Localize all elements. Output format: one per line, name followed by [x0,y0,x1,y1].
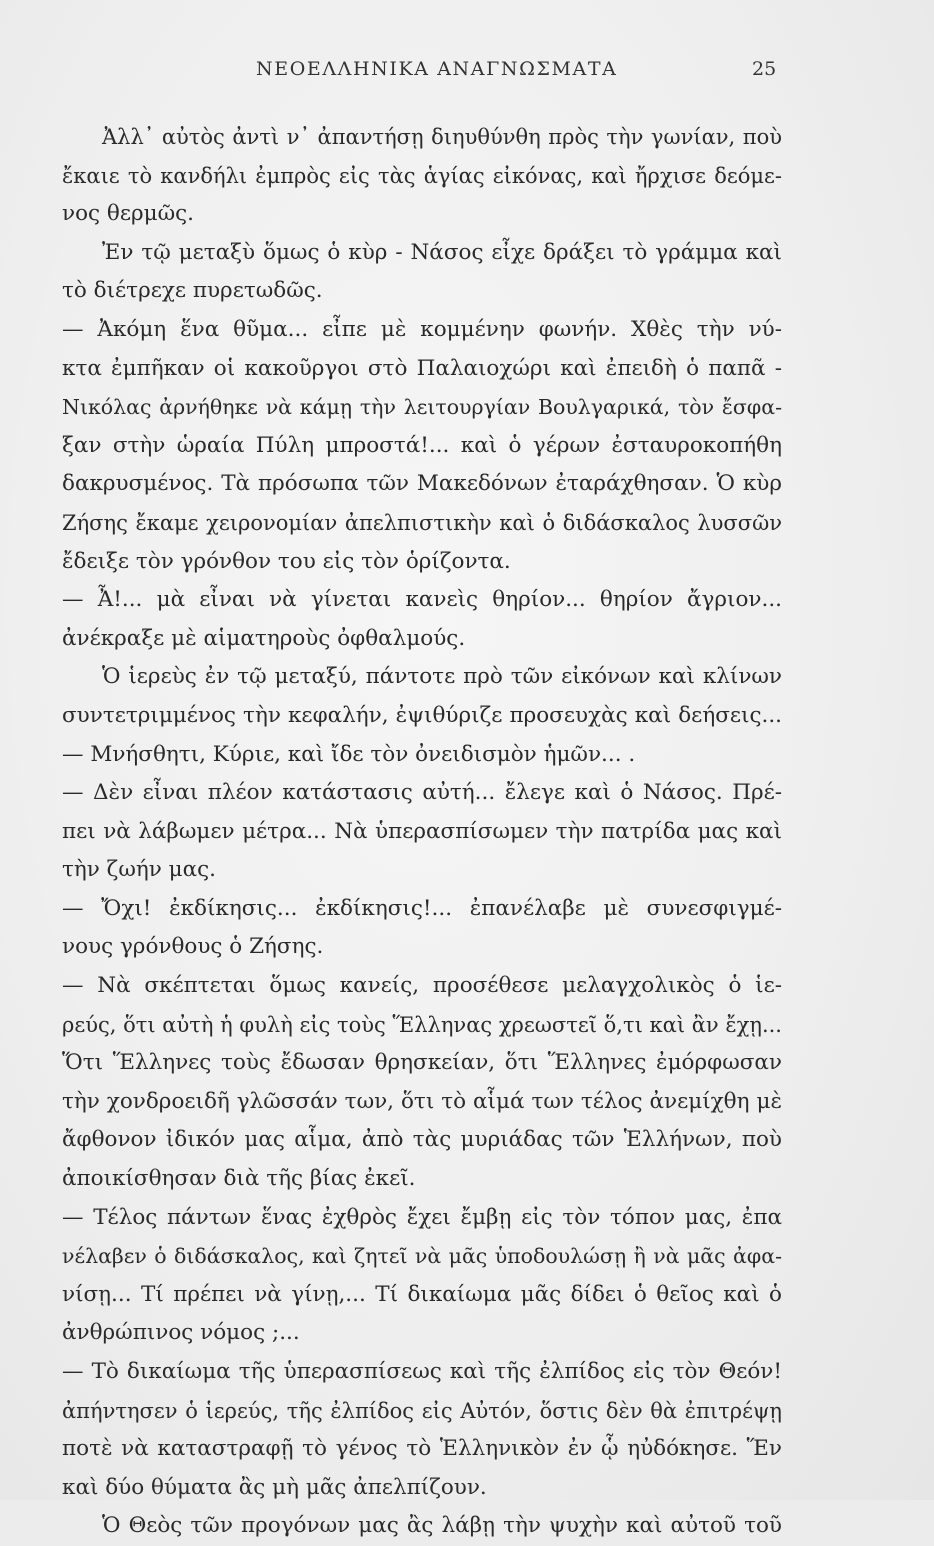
text-line: ἄφθονον ἰδικόν μας αἷμα, ἀπὸ τὰς μυριάδας τῶν Ἑλλήνων, ποὺ [62,1127,782,1153]
text-line: ἀπήντησεν ὁ ἱερεύς, τῆς ἐλπίδος εἰς Αὐτόν, ὅστις δὲν θὰ ἐπιτρέψῃ [62,1398,782,1423]
text-line: ρεύς, ὅτι αὐτὴ ἡ φυλὴ εἰς τοὺς Ἕλληνας χρεωστεῖ ὅ,τι καὶ ἂν ἔχῃ... [62,1012,782,1037]
text-line: νους γρόνθους ὁ Ζήσης. [62,934,324,960]
text-line: ἀνθρώπινος νόμος ;... [62,1320,300,1346]
text-line: κτα ἐμπῆκαν οἱ κακοῦργοι στὸ Παλαιοχώρι καὶ ἐπειδὴ ὁ παπᾶ - [62,355,782,381]
text-line: ξαν στὴν ὡραία Πύλη μπροστά!... καὶ ὁ γέρων ἐσταυροκοπήθη [62,432,782,458]
text-line: ἀποικίσθησαν διὰ τῆς βίας ἐκεῖ. [62,1166,416,1192]
text-line: Ἀλλ᾽ αὐτὸς ἀντὶ ν᾽ ἀπαντήσῃ διηυθύνθη πρὸς τὴν γωνίαν, ποὺ [102,125,782,149]
body-text [62,118,782,1546]
text-line: τὴν χονδροειδῆ γλῶσσάν των, ὅτι τὸ αἷμά των τέλος ἀνεμίχθη μὲ [62,1088,782,1114]
text-line: δακρυσμένος. Τὰ πρόσωπα τῶν Μακεδόνων ἐταράχθησαν. Ὁ κὺρ [62,471,782,497]
text-line: καὶ δύο θύματα ἂς μὴ μᾶς ἀπελπίζουν. [62,1474,487,1500]
text-line: — Νὰ σκέπτεται ὅμως κανείς, προσέθεσε μελαγχολικὸς ὁ ἱε- [62,973,782,999]
text-line: — Μνήσθητι, Κύριε, καὶ ἴδε τὸν ὀνειδισμὸν ἡμῶν... . [62,741,636,767]
text-line: πει νὰ λάβωμεν μέτρα... Νὰ ὑπερασπίσωμεν τὴν πατρίδα μας καὶ [62,818,782,844]
page-number: 25 [752,58,777,80]
text-line: Ἐν τῷ μεταξὺ ὅμως ὁ κὺρ - Νάσος εἶχε δράξει τὸ γράμμα καὶ [102,239,782,265]
text-line: ἀνέκραξε μὲ αἱματηροὺς ὀφθαλμούς. [62,625,466,651]
text-line: Ζήσης ἔκαμε χειρονομίαν ἀπελπιστικὴν καὶ ὁ διδάσκαλος λυσσῶν [62,510,782,535]
text-line: νίσῃ... Τί πρέπει νὰ γίνῃ,... Τί δικαίωμα μᾶς δίδει ὁ θεῖος καὶ ὁ [62,1281,782,1307]
text-line: Ὁ Θεὸς τῶν προγόνων μας ἂς λάβῃ τὴν ψυχὴν καὶ αὐτοῦ τοῦ [102,1513,782,1539]
text-line: νος θερμῶς. [62,201,194,227]
text-line: συντετριμμένος τὴν κεφαλήν, ἐψιθύριζε προσευχὰς καὶ δεήσεις... [62,702,782,728]
running-title: ΝΕΟΕΛΛΗΝΙΚΑ ΑΝΑΓΝΩΣΜΑΤΑ [256,58,618,80]
text-line: ποτὲ νὰ καταστραφῇ τὸ γένος τὸ Ἑλληνικὸν ἐν ᾧ ηὐδόκησε. Ἕν [62,1436,782,1462]
text-line: ἔκαιε τὸ κανδήλι ἐμπρὸς εἰς τὰς ἁγίας εἰκόνας, καὶ ἤρχισε δεόμε- [62,163,782,188]
text-line: Ὅτι Ἕλληνες τοὺς ἔδωσαν θρησκείαν, ὅτι Ἕλληνες ἐμόρφωσαν [62,1050,782,1076]
text-line: — Τέλος πάντων ἕνας ἐχθρὸς ἔχει ἔμβῃ εἰς τὸν τόπον μας, ἐπα [62,1204,782,1230]
text-line: Νικόλας ἀρνήθηκε νὰ κάμῃ τὴν λειτουργίαν Βουλγαρικά, τὸν ἔσφα- [62,395,782,420]
text-line: Ὁ ἱερεὺς ἐν τῷ μεταξύ, πάντοτε πρὸ τῶν εἰκόνων καὶ κλίνων [102,664,782,690]
text-line: — Δὲν εἶναι πλέον κατάστασις αὐτή... ἔλεγε καὶ ὁ Νάσος. Πρέ- [62,780,782,806]
text-line: ἔδειξε τὸν γρόνθον του εἰς τὸν ὁρίζοντα. [62,548,511,574]
text-line: — Ἀκόμη ἕνα θῦμα... εἶπε μὲ κομμένην φωνήν. Χθὲς τὴν νύ- [62,316,782,342]
text-line: τὸ διέτρεχε πυρετωδῶς. [62,278,323,304]
text-line: νέλαβεν ὁ διδάσκαλος, καὶ ζητεῖ νὰ μᾶς ὑποδουλώσῃ ἢ νὰ μᾶς ἀφα- [62,1244,782,1269]
text-line: τὴν ζωήν μας. [62,857,217,883]
text-line: — Τὸ δικαίωμα τῆς ὑπερασπίσεως καὶ τῆς ἐλπίδος εἰς τὸν Θεόν! [62,1359,782,1384]
running-head [0,58,934,94]
text-line: — Ἆ!... μὰ εἶναι νὰ γίνεται κανεὶς θηρίον... θηρίον ἄγριον... [62,587,782,613]
text-line: — Ὄχι! ἐκδίκησις... ἐκδίκησις!... ἐπανέλαβε μὲ συνεσφιγμέ- [62,895,782,921]
